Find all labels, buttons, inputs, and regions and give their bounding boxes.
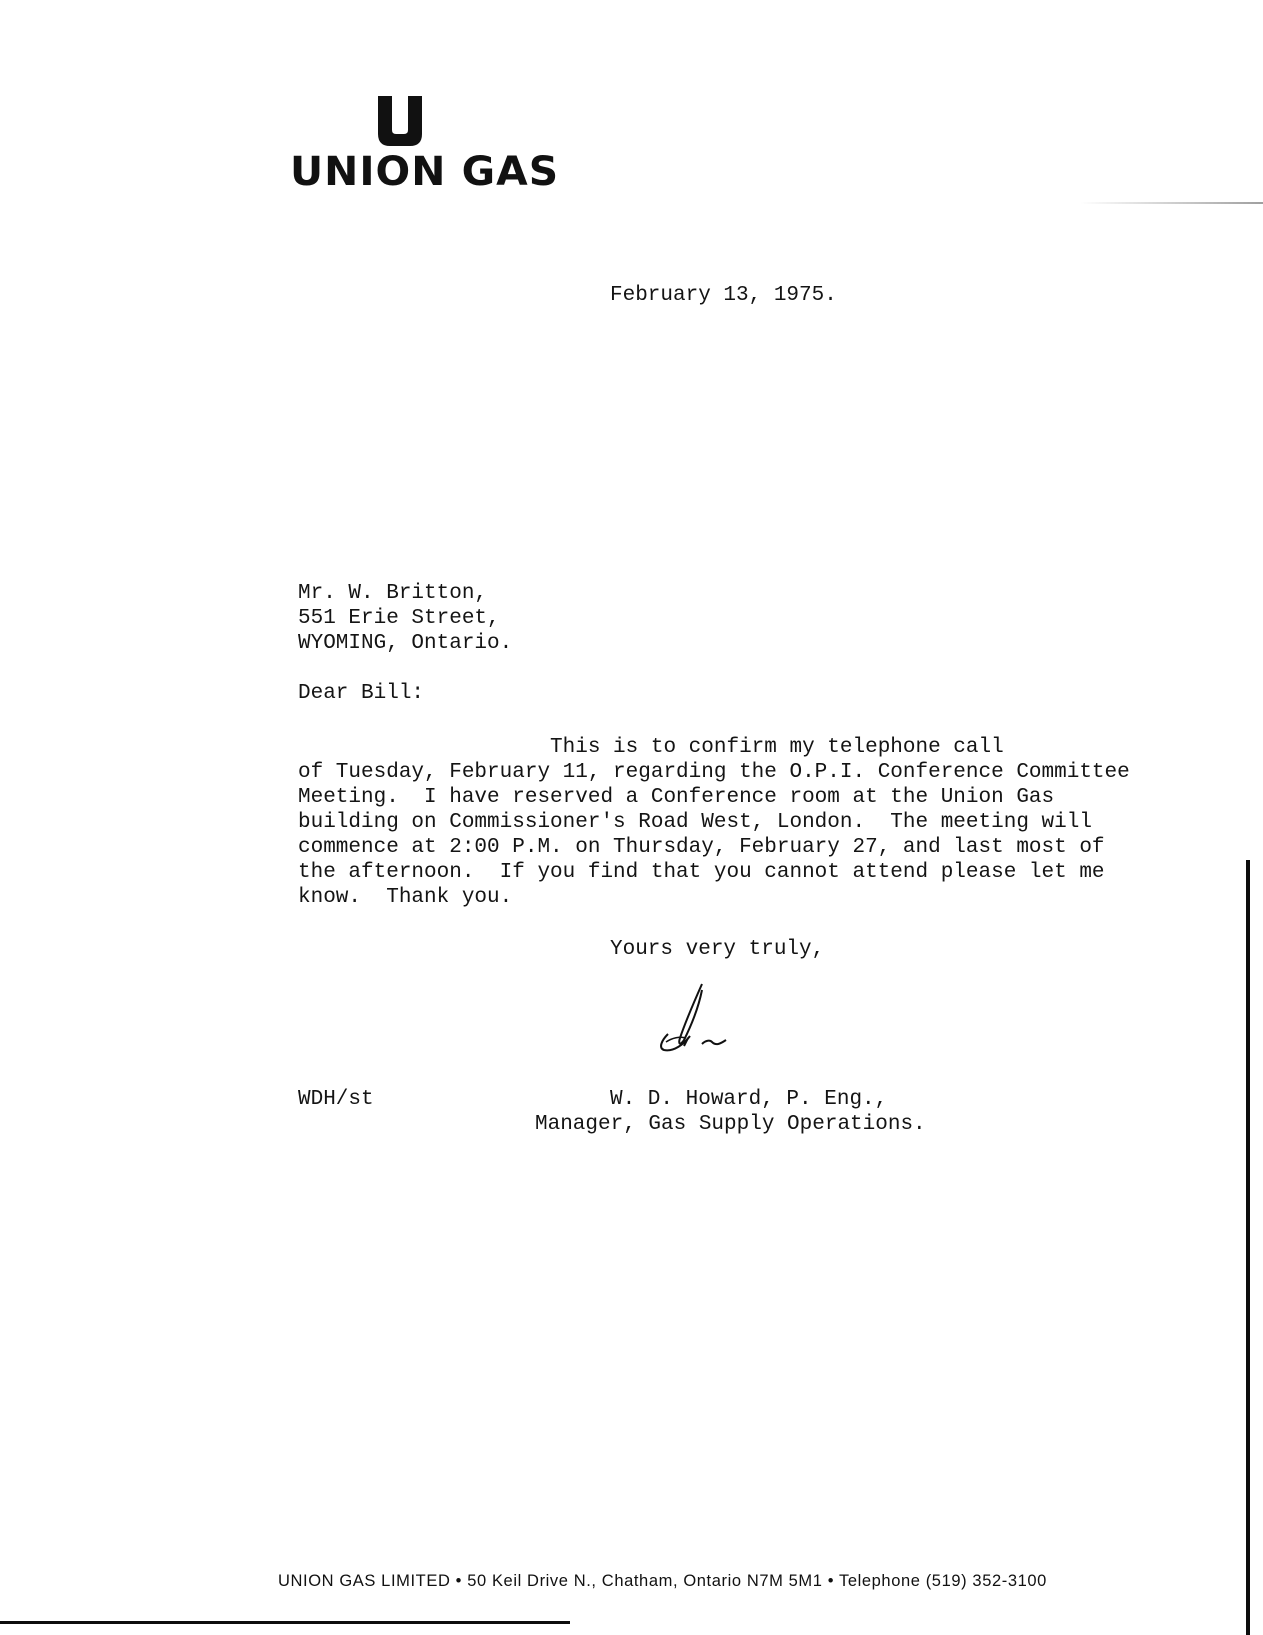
scan-artifact-line: [1080, 202, 1263, 204]
typist-initials: WDH/st: [298, 1088, 374, 1111]
company-logo: [290, 96, 560, 195]
closing: Yours very truly,: [610, 938, 825, 961]
body-line: building on Commissioner's Road West, London. The meeting will: [298, 811, 1092, 834]
letterhead-footer: UNION GAS LIMITED • 50 Keil Drive N., Chatham, Ontario N7M 5M1 • Telephone (519) 352-3100: [278, 1572, 1047, 1590]
recipient-line: Mr. W. Britton,: [298, 582, 488, 605]
recipient-address: [298, 581, 512, 656]
body-line: commence at 2:00 P.M. on Thursday, February 27, and last most of: [298, 836, 1105, 859]
letter-date: February 13, 1975.: [610, 284, 837, 307]
signer-title: Manager, Gas Supply Operations.: [535, 1113, 926, 1136]
recipient-line: 551 Erie Street,: [298, 607, 500, 630]
handwritten-signature: [650, 980, 750, 1060]
letter-body: [298, 735, 1130, 910]
body-line: Meeting. I have reserved a Conference room at the Union Gas: [298, 786, 1055, 809]
union-gas-u-logo-icon: [378, 96, 422, 146]
signer-name: W. D. Howard, P. Eng.,: [610, 1088, 888, 1111]
recipient-line: WYOMING, Ontario.: [298, 632, 513, 655]
company-wordmark: UNION GAS: [290, 149, 560, 195]
body-line: This is to confirm my telephone call: [298, 736, 1004, 759]
scan-edge-bottom: [0, 1621, 570, 1624]
scan-edge-right: [1246, 860, 1250, 1635]
salutation: Dear Bill:: [298, 682, 425, 705]
body-line: of Tuesday, February 11, regarding the O.P.I. Conference Committee: [298, 761, 1130, 784]
body-line: know. Thank you.: [298, 886, 513, 909]
body-line: the afternoon. If you find that you cannot attend please let me: [298, 861, 1105, 884]
